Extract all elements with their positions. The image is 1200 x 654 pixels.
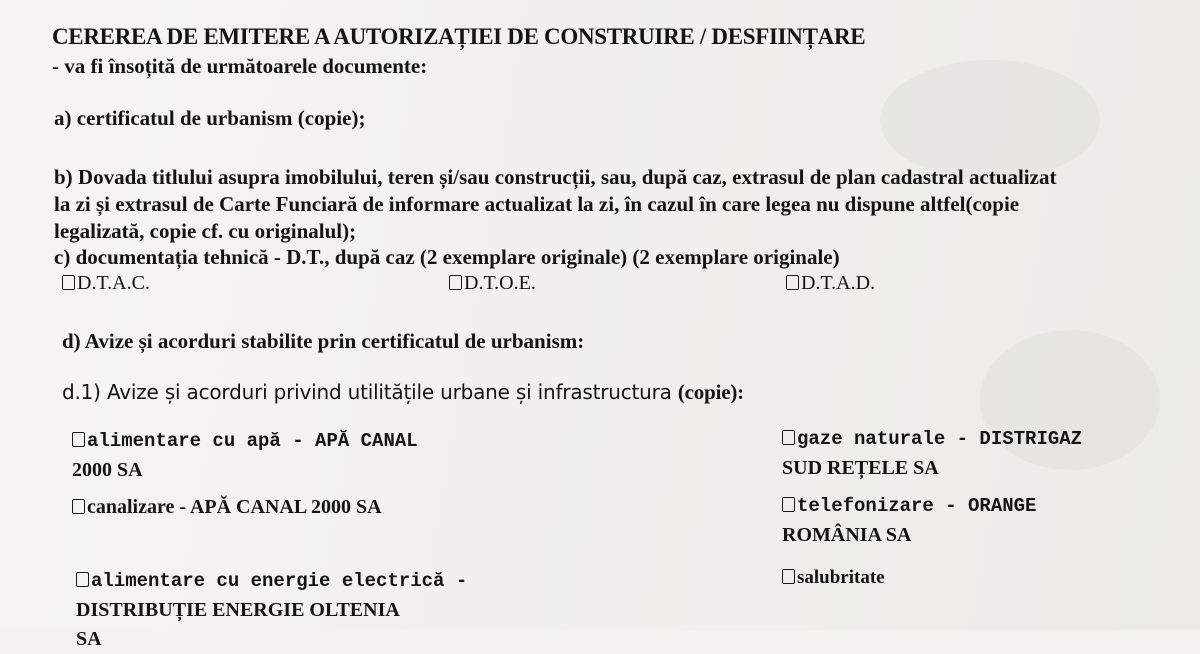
utility-gas-line-1: gaze naturale - DISTRIGAZ [797, 428, 1083, 450]
utility-electric[interactable] [76, 566, 467, 654]
utility-electric-line-3: SA [76, 628, 102, 650]
section-c: c) documentația tehnică - D.T., după caz (2 exemplare originale) (2 exemplare originale) [54, 245, 840, 269]
utility-gas[interactable] [782, 424, 1082, 483]
checkbox-icon[interactable] [449, 275, 462, 290]
utility-sewer[interactable] [72, 493, 382, 522]
utility-water-line-2: 2000 SA [72, 459, 143, 481]
utility-sewer-label: canalizare - APĂ CANAL 2000 SA [87, 496, 382, 518]
option-dtac[interactable] [62, 272, 150, 295]
section-d1 [62, 380, 744, 405]
utility-phone[interactable] [782, 491, 1036, 550]
section-b-line-1: b) Dovada titlului asupra imobilului, teren și/sau construcții, sau, după caz, extrasul de plan cadastral actualizat [54, 165, 1057, 189]
utility-phone-line-2: ROMÂNIA SA [782, 524, 912, 546]
section-b-line-2: la zi și extrasul de Carte Funciară de informare actualizat la zi, în cazul în care legea nu dispune altfel(copie [54, 192, 1020, 216]
utility-gas-line-2: SUD REȚELE SA [782, 457, 939, 479]
utility-sanitation[interactable] [782, 563, 885, 592]
option-dtac-label: D.T.A.C. [77, 272, 150, 294]
checkbox-icon[interactable] [72, 432, 85, 447]
section-b-line-3: legalizată, copie cf. cu originalul); [54, 219, 357, 243]
document-title: CEREREA DE EMITERE A AUTORIZAȚIEI DE CONSTRUIRE / DESFIINȚARE [52, 24, 866, 49]
checkbox-icon[interactable] [76, 572, 89, 587]
section-d: d) Avize și acorduri stabilite prin certificatul de urbanism: [62, 329, 585, 353]
section-d1-copy: (copie): [677, 380, 744, 404]
checkbox-icon[interactable] [782, 497, 795, 512]
checkbox-icon[interactable] [782, 569, 795, 584]
utility-electric-line-1: alimentare cu energie electrică - [91, 570, 468, 592]
checkbox-icon[interactable] [786, 275, 799, 290]
utility-electric-line-2: DISTRIBUȚIE ENERGIE OLTENIA [76, 599, 400, 621]
utility-phone-line-1: telefonizare - ORANGE [797, 495, 1037, 517]
option-dtoe-label: D.T.O.E. [464, 272, 536, 294]
section-d1-text: d.1) Avize și acorduri privind utilitățile urbane și infrastructura [62, 380, 678, 404]
option-dtad-label: D.T.A.D. [801, 272, 876, 294]
checkbox-icon[interactable] [62, 275, 75, 290]
option-dtad[interactable] [786, 272, 875, 295]
checkbox-icon[interactable] [72, 499, 85, 514]
document-subtitle: - va fi însoțită de următoarele documente: [52, 54, 428, 78]
utility-sanitation-label: salubritate [797, 567, 885, 588]
checkbox-icon[interactable] [782, 430, 795, 445]
option-dtoe[interactable] [449, 272, 536, 295]
section-a: a) certificatul de urbanism (copie); [54, 106, 366, 130]
utility-water-line-1: alimentare cu apă - APĂ CANAL [87, 430, 418, 452]
utility-water[interactable] [72, 426, 418, 485]
paper-smudge [880, 60, 1100, 180]
